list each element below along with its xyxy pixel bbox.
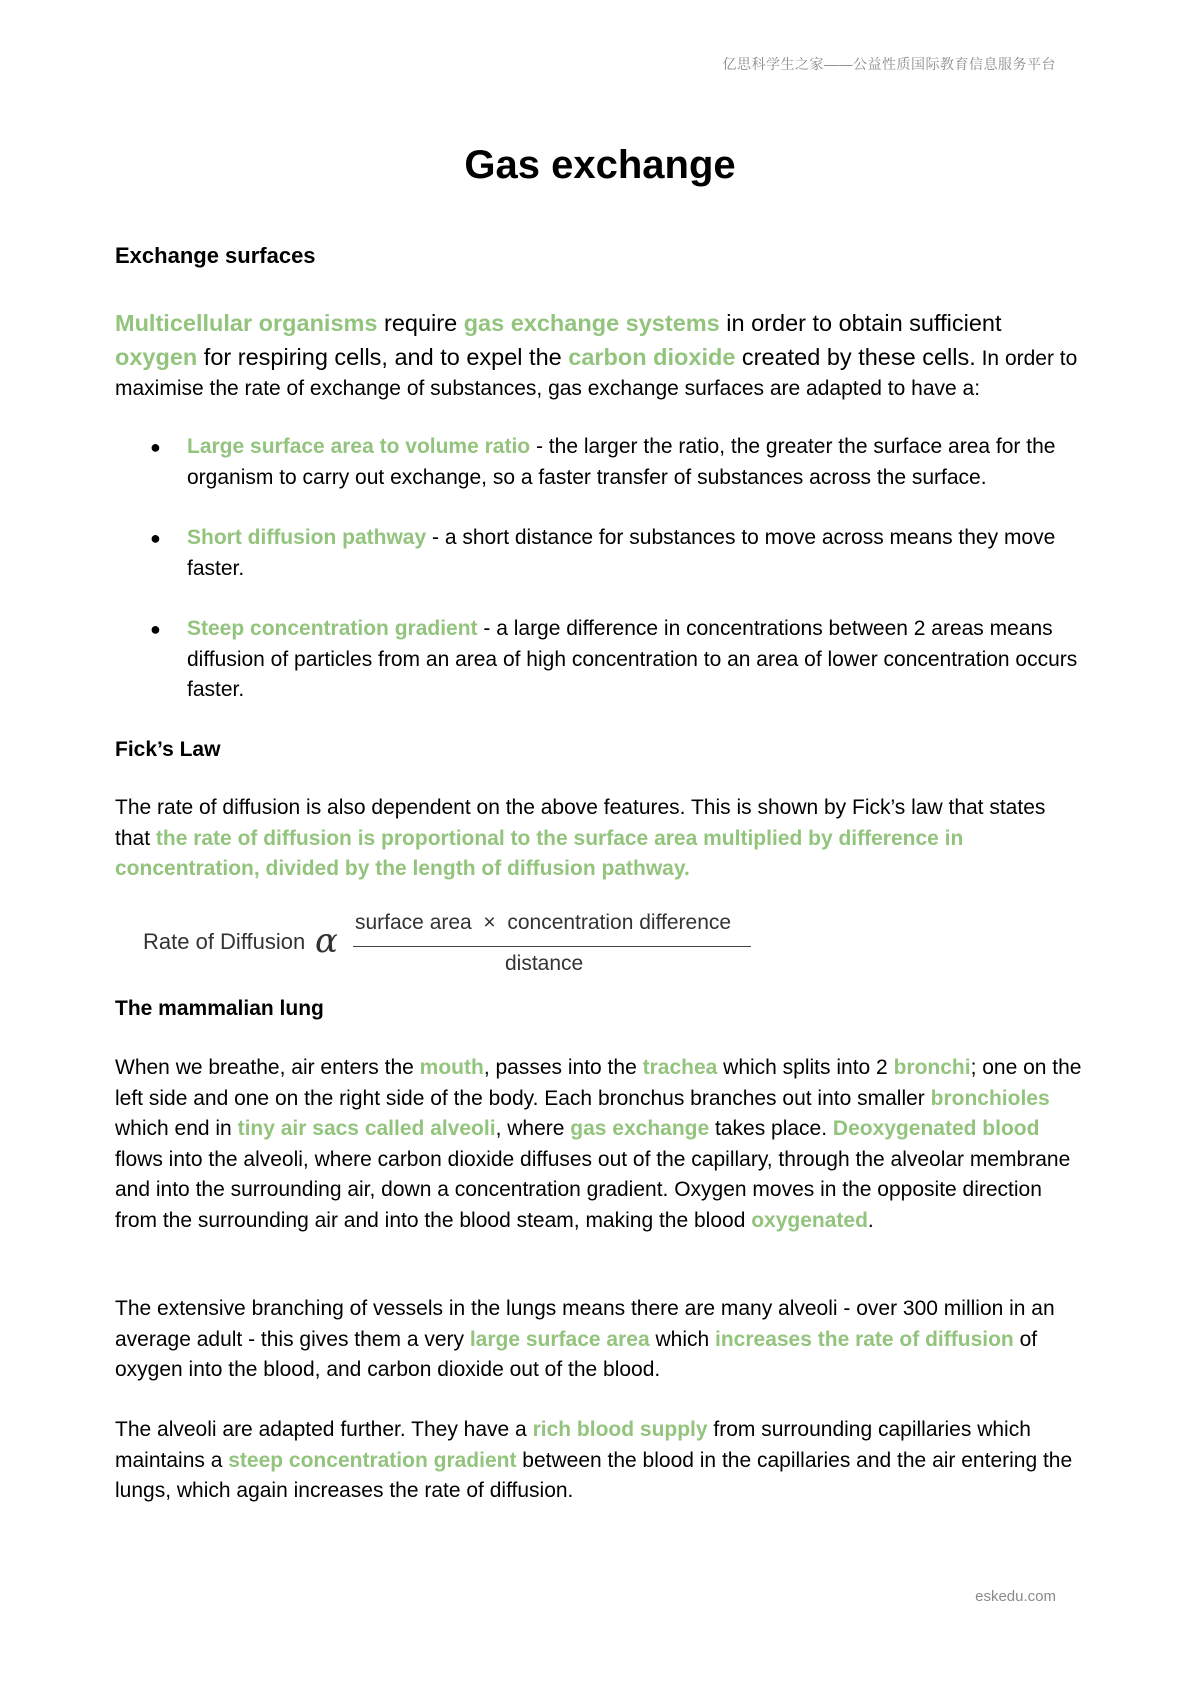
- list-item: ● Large surface area to volume ratio - the larger the ratio, the greater the surface area for the organism to carry out exchange, so a faster transfer of substances across the surface.: [150, 435, 1056, 489]
- list-item: ● Short diffusion pathway - a short distance for substances to move across means they move faster.: [150, 526, 1056, 580]
- site-header: 亿思科学生之家——公益性质国际教育信息服务平台: [722, 56, 1056, 72]
- formula-label: Rate of Diffusion: [143, 929, 306, 954]
- list-item: ● Steep concentration gradient - a large difference in concentrations between 2 areas means diffusion of particles from an area of high concentration to an area of lower concentration occurs faster.: [150, 617, 1078, 701]
- ficks-law-paragraph: The rate of diffusion is also dependent on the above features. This is shown by Fick’s law that states that the rate of diffusion is proportional to the surface area multiplied by difference in concentration, divided by the length of diffusion pathway.: [115, 796, 1046, 880]
- heading-ficks-law: Fick’s Law: [115, 738, 221, 761]
- footer-domain: eskedu.com: [975, 1588, 1056, 1605]
- lung-paragraph-1: When we breathe, air enters the mouth, passes into the trachea which splits into 2 bronchi; one on the left side and one on the right side of the body. Each bronchus branches out into smaller bronchioles which end in tiny air sacs called alveoli, where gas exchange takes place. Deoxygenated blood flows into the alveoli, where carbon dioxide diffuses out of the capillary, through the alveolar membrane and into the surrounding air, down a concentration gradient. Oxygen moves in the opposite direction from the surrounding air and into the blood steam, making the blood oxygenated.: [115, 1056, 1082, 1232]
- intro-paragraph: Multicellular organisms require gas exchange systems in order to obtain sufficient oxygen for respiring cells, and to expel the carbon dioxide created by these cells. In order to maximise the rate of exchange of substances, gas exchange surfaces are adapted to have a:: [115, 310, 1078, 400]
- lung-paragraph-2: The extensive branching of vessels in the lungs means there are many alveoli - over 300 million in an average adult - this gives them a very large surface area which increases the rate of diffusion of oxygen into the blood, and carbon dioxide out of the blood.: [115, 1297, 1055, 1381]
- page-title: Gas exchange: [464, 143, 736, 187]
- heading-mammalian-lung: The mammalian lung: [115, 997, 324, 1020]
- fraction-bar: [353, 946, 751, 947]
- heading-exchange-surfaces: Exchange surfaces: [115, 243, 316, 268]
- adaptations-list: [115, 432, 1085, 706]
- formula-denominator: distance: [505, 952, 584, 975]
- ficks-law-formula: [143, 903, 883, 983]
- proportional-symbol: α: [315, 921, 338, 961]
- lung-paragraph-3: The alveoli are adapted further. They have a rich blood supply from surrounding capillaries which maintains a steep concentration gradient between the blood in the capillaries and the air entering the lungs, which again increases the rate of diffusion.: [115, 1418, 1073, 1502]
- formula-numerator: surface area × concentration difference: [355, 911, 732, 934]
